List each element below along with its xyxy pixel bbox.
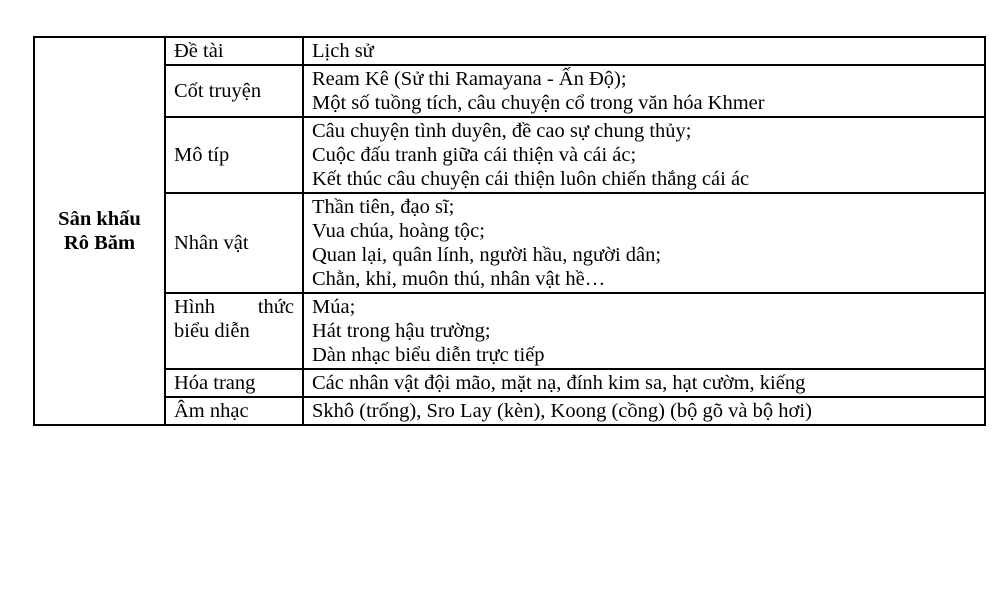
table-row bbox=[34, 65, 985, 117]
row-label: biểu diễn bbox=[174, 320, 250, 342]
row-content-line: Múa; bbox=[312, 296, 356, 318]
row-content-line: Dàn nhạc biểu diễn trực tiếp bbox=[312, 344, 545, 366]
row-content-line: Lịch sử bbox=[312, 40, 374, 62]
row-label-cell bbox=[165, 293, 303, 369]
row-content-line: Câu chuyện tình duyên, đề cao sự chung thủy; bbox=[312, 120, 692, 142]
row-label-cell bbox=[165, 369, 303, 397]
section-title-cell bbox=[34, 37, 165, 425]
row-label-cell bbox=[165, 117, 303, 193]
row-content-cell bbox=[303, 193, 985, 293]
row-content-cell bbox=[303, 37, 985, 65]
row-label: Đề tài bbox=[174, 40, 224, 62]
row-label-cell bbox=[165, 193, 303, 293]
table-row bbox=[34, 117, 985, 193]
row-content-line: Các nhân vật đội mão, mặt nạ, đính kim sa, hạt cườm, kiếng bbox=[312, 372, 806, 394]
table-row bbox=[34, 293, 985, 369]
row-content-line: Ream Kê (Sử thi Ramayana - Ấn Độ); bbox=[312, 68, 627, 90]
row-label: Cốt truyện bbox=[174, 80, 262, 102]
row-content-line: Một số tuồng tích, câu chuyện cổ trong văn hóa Khmer bbox=[312, 92, 765, 114]
row-label-cell bbox=[165, 397, 303, 425]
row-content-cell bbox=[303, 65, 985, 117]
table-row bbox=[34, 369, 985, 397]
row-label: Hóa trang bbox=[174, 372, 256, 394]
row-content-line: Cuộc đấu tranh giữa cái thiện và cái ác; bbox=[312, 144, 637, 166]
row-label: Nhân vật bbox=[174, 232, 249, 254]
row-content-line: Hát trong hậu trường; bbox=[312, 320, 491, 342]
row-content-cell bbox=[303, 397, 985, 425]
row-content-cell bbox=[303, 117, 985, 193]
summary-table bbox=[33, 36, 986, 426]
row-content-line: Quan lại, quân lính, người hầu, người dân; bbox=[312, 244, 662, 266]
row-content-cell bbox=[303, 369, 985, 397]
table-row bbox=[34, 193, 985, 293]
table-row bbox=[34, 37, 985, 65]
row-content-line: Thần tiên, đạo sĩ; bbox=[312, 196, 455, 218]
row-label-cell bbox=[165, 37, 303, 65]
row-label: Hình thức bbox=[174, 296, 294, 318]
row-content-line: Chằn, khỉ, muôn thú, nhân vật hề… bbox=[312, 268, 606, 290]
row-content-line: Kết thúc câu chuyện cái thiện luôn chiến thắng cái ác bbox=[312, 168, 750, 190]
row-content-cell bbox=[303, 293, 985, 369]
row-label: Âm nhạc bbox=[174, 400, 249, 422]
section-title-line: Sân khấu bbox=[58, 208, 141, 230]
row-label: Mô típ bbox=[174, 144, 230, 166]
row-content-line: Skhô (trống), Sro Lay (kèn), Koong (cồng) (bộ gõ và bộ hơi) bbox=[312, 400, 812, 422]
section-title-line: Rô Băm bbox=[63, 232, 136, 254]
row-label-cell bbox=[165, 65, 303, 117]
table-row bbox=[34, 397, 985, 425]
row-content-line: Vua chúa, hoàng tộc; bbox=[312, 220, 485, 242]
